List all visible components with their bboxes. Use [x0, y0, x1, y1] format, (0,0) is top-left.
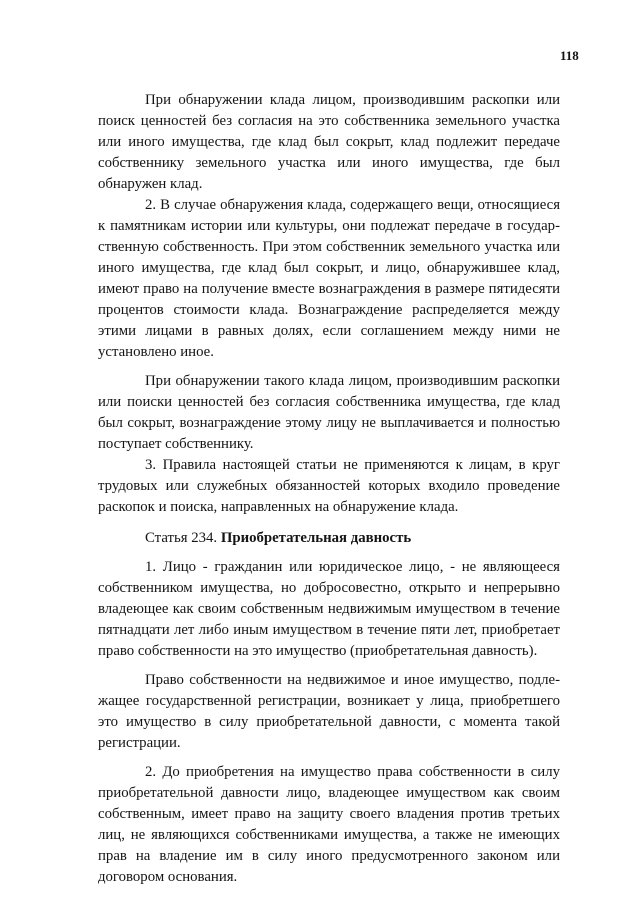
- article-heading: [98, 528, 560, 549]
- page-body: [98, 90, 560, 888]
- paragraph-state-registration: Право собственности на недвижимое и иное имущество, подлежащее государственной регистрации, возникает у лица, приобретшего это имущество в силу приобретательной давности, с момента такой регистрации.: [98, 672, 560, 751]
- article-number: Статья 234.: [145, 530, 221, 546]
- paragraph-no-reward: При обнаружении такого клада лицом, производившим раскопки или поиски ценностей без согласия собственника имущества, где клад был сокрыт, вознаграждение этому лицу не выплачивается и полностью поступает собственнику.: [98, 373, 560, 452]
- article-title: Приобретательная давность: [220, 530, 412, 546]
- paragraph-treasure-found-by-excavator: При обнаружении клада лицом, производившим раскопки или поиск ценностей без согласия на это собственника земельного участка или иного имущества, где клад был сокрыт, клад подлежит передаче собственнику земельного участка или иного имущества, где был обнаружен клад.: [98, 92, 560, 192]
- paragraph-acquisitive-prescription: 1. Лицо - гражданин или юридическое лицо, - не являющееся собственником имущества, но добросовестно, открыто и непрерывно владеющее как своим собственным недвижимым имуществом в течение пятнадцати лет либо иным имуществом в течение пяти лет, приобретает право собственности на это имущество (приобретательная давность).: [98, 559, 560, 659]
- paragraph-possession-protection: 2. До приобретения на имущество права собственности в силу приобретательной давности лицо, владеющее имуществом как своим собственным, имеет право на защиту своего владения против третьих лиц, не являющихся собственниками имущества, а также не имеющих прав на владение им в силу иного предусмотренного законом или договором основания.: [98, 764, 560, 885]
- paragraph-rules-not-applicable: 3. Правила настоящей статьи не применяются к лицам, в круг трудовых или служебных обязанностей которых входило проведение раскопок и поиска, направленных на обнаружение клада.: [98, 457, 560, 515]
- page-number: 118: [560, 48, 579, 63]
- paragraph-cultural-treasure: 2. В случае обнаружения клада, содержащего вещи, относящиеся к памятникам истории или культуры, они подлежат передаче в государственную собственность. При этом собственник земельного участка или иного имущества, где клад был сокрыт, и лицо, обнаружившее клад, имеют право на получение вместе вознаграждения в размере пятидесяти процентов стоимости клада. Вознаграждение распределяется между этими лицами в равных долях, если соглашением между ними не установлено иное.: [98, 197, 560, 360]
